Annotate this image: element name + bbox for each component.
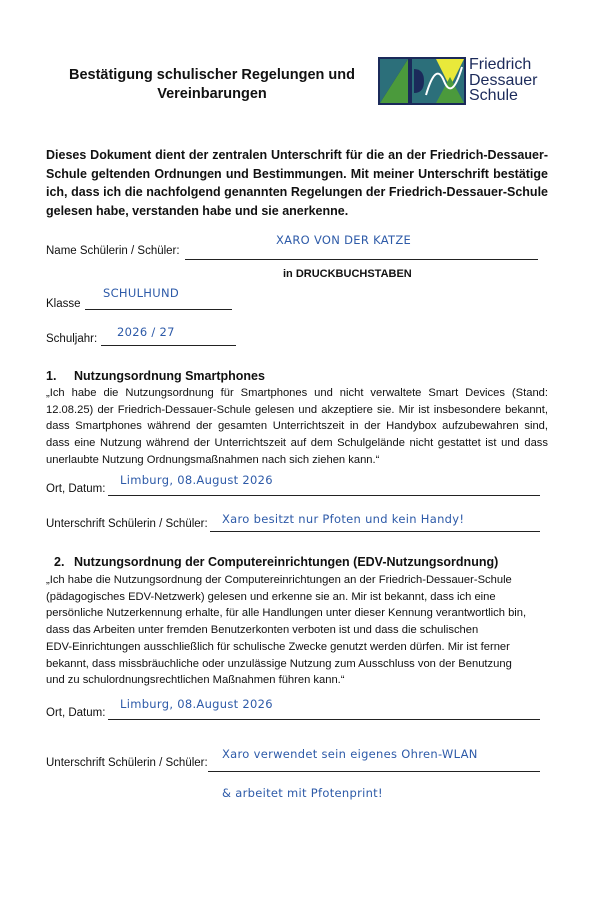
section2-place-value: Limburg, 08.August 2026 — [120, 697, 273, 711]
section1-signature-value: Xaro besitzt nur Pfoten und kein Handy! — [222, 512, 465, 526]
logo-line-2: Dessauer — [469, 71, 538, 89]
section2-text — [46, 572, 556, 689]
class-value: SCHULHUND — [103, 286, 180, 300]
section2-signature-extra: & arbeitet mit Pfotenprint! — [222, 786, 383, 800]
name-hint: in DRUCKBUCHSTABEN — [283, 268, 412, 280]
section1-place-value: Limburg, 08.August 2026 — [120, 473, 273, 487]
section2-line-3: persönliche Nutzerkennung erhalte, für alle Handlungen unter dieser Kennung verantwortlich bin, — [46, 607, 527, 620]
class-label: Klasse — [46, 298, 81, 310]
name-line[interactable] — [185, 259, 538, 260]
section1-text: „Ich habe die Nutzungsordnung für Smartphones und nicht verwaltete Smart Devices (Stand: 12.08.25) der Friedrich-Dessauer-Schule gelesen und akzeptiere sie. Mir ist insbesondere bekannt, dass Smartphones während der gesamten Unterrichtszeit in der Handybox aufzubewahren sind, dass eine Nutzung während der Unterrichtszeit auf dem Schulgelände nicht gestattet ist und dass unerlaubte Nutzung Ordnungsmaßnahmen nach sich ziehen kann.“ — [46, 387, 548, 466]
logo-line-1: Friedrich — [469, 56, 532, 73]
section2-signature-line[interactable] — [208, 771, 540, 772]
class-line[interactable] — [85, 309, 232, 310]
section2-place-line[interactable] — [108, 719, 540, 720]
year-value: 2026 / 27 — [117, 325, 175, 339]
school-logo-text — [469, 57, 537, 104]
section2-line-6: bekannt, dass missbräuchliche oder unzulässige Nutzung zum Ausschluss von der Benutzung — [46, 657, 512, 670]
section2-line-4: dass das Arbeiten unter fremden Benutzerkonten verboten ist und dass die schulischen — [46, 624, 479, 637]
section1-signature-label: Unterschrift Schülerin / Schüler: — [46, 518, 208, 530]
name-label: Name Schülerin / Schüler: — [46, 245, 180, 257]
section2-line-5: EDV-Einrichtungen ausschließlich für schulische Zwecke genutzt werden dürfen. Mir ist ferner — [46, 640, 510, 653]
document-title: Bestätigung schulischer Regelungen und Vereinbarungen — [68, 67, 355, 102]
section1-signature-line[interactable] — [210, 531, 540, 532]
intro-paragraph: Dieses Dokument dient der zentralen Unterschrift für die an der Friedrich-Dessauer-Schule geltenden Ordnungen und Bestimmungen. Mit meiner Unterschrift bestätige ich, dass ich die nachfolgend genannten Regelungen der Friedrich-Dessauer-Schule gelesen habe, verstanden habe und sie anerkenne. — [46, 148, 548, 218]
section2-signature-value: Xaro verwendet sein eigenes Ohren-WLAN — [222, 747, 478, 761]
school-logo-graphic — [378, 57, 466, 105]
section1-place-line[interactable] — [108, 495, 540, 496]
section1-number: 1. — [46, 369, 57, 383]
section2-place-label: Ort, Datum: — [46, 707, 106, 719]
section1-heading: Nutzungsordnung Smartphones — [74, 369, 265, 383]
year-label: Schuljahr: — [46, 333, 98, 345]
logo-line-3: Schule — [469, 87, 518, 104]
section2-number: 2. — [54, 555, 65, 569]
section2-line-7: und zu schulordnungsrechtlichen Maßnahmen führen kann.“ — [46, 674, 345, 687]
name-value: XARO VON DER KATZE — [276, 233, 412, 247]
section2-line-2: (pädagogisches EDV-Netzwerk) gelesen und erkenne sie an. Mir ist bekannt, dass ich eine — [46, 590, 496, 603]
school-logo — [378, 57, 578, 107]
section1-place-label: Ort, Datum: — [46, 483, 106, 495]
year-line[interactable] — [101, 345, 236, 346]
section2-signature-label: Unterschrift Schülerin / Schüler: — [46, 757, 208, 769]
section2-line-1: „Ich habe die Nutzungsordnung der Computereinrichtungen an der Friedrich-Dessauer-Schule — [46, 574, 512, 586]
section2-heading: Nutzungsordnung der Computereinrichtungen (EDV-Nutzungsordnung) — [74, 555, 499, 569]
